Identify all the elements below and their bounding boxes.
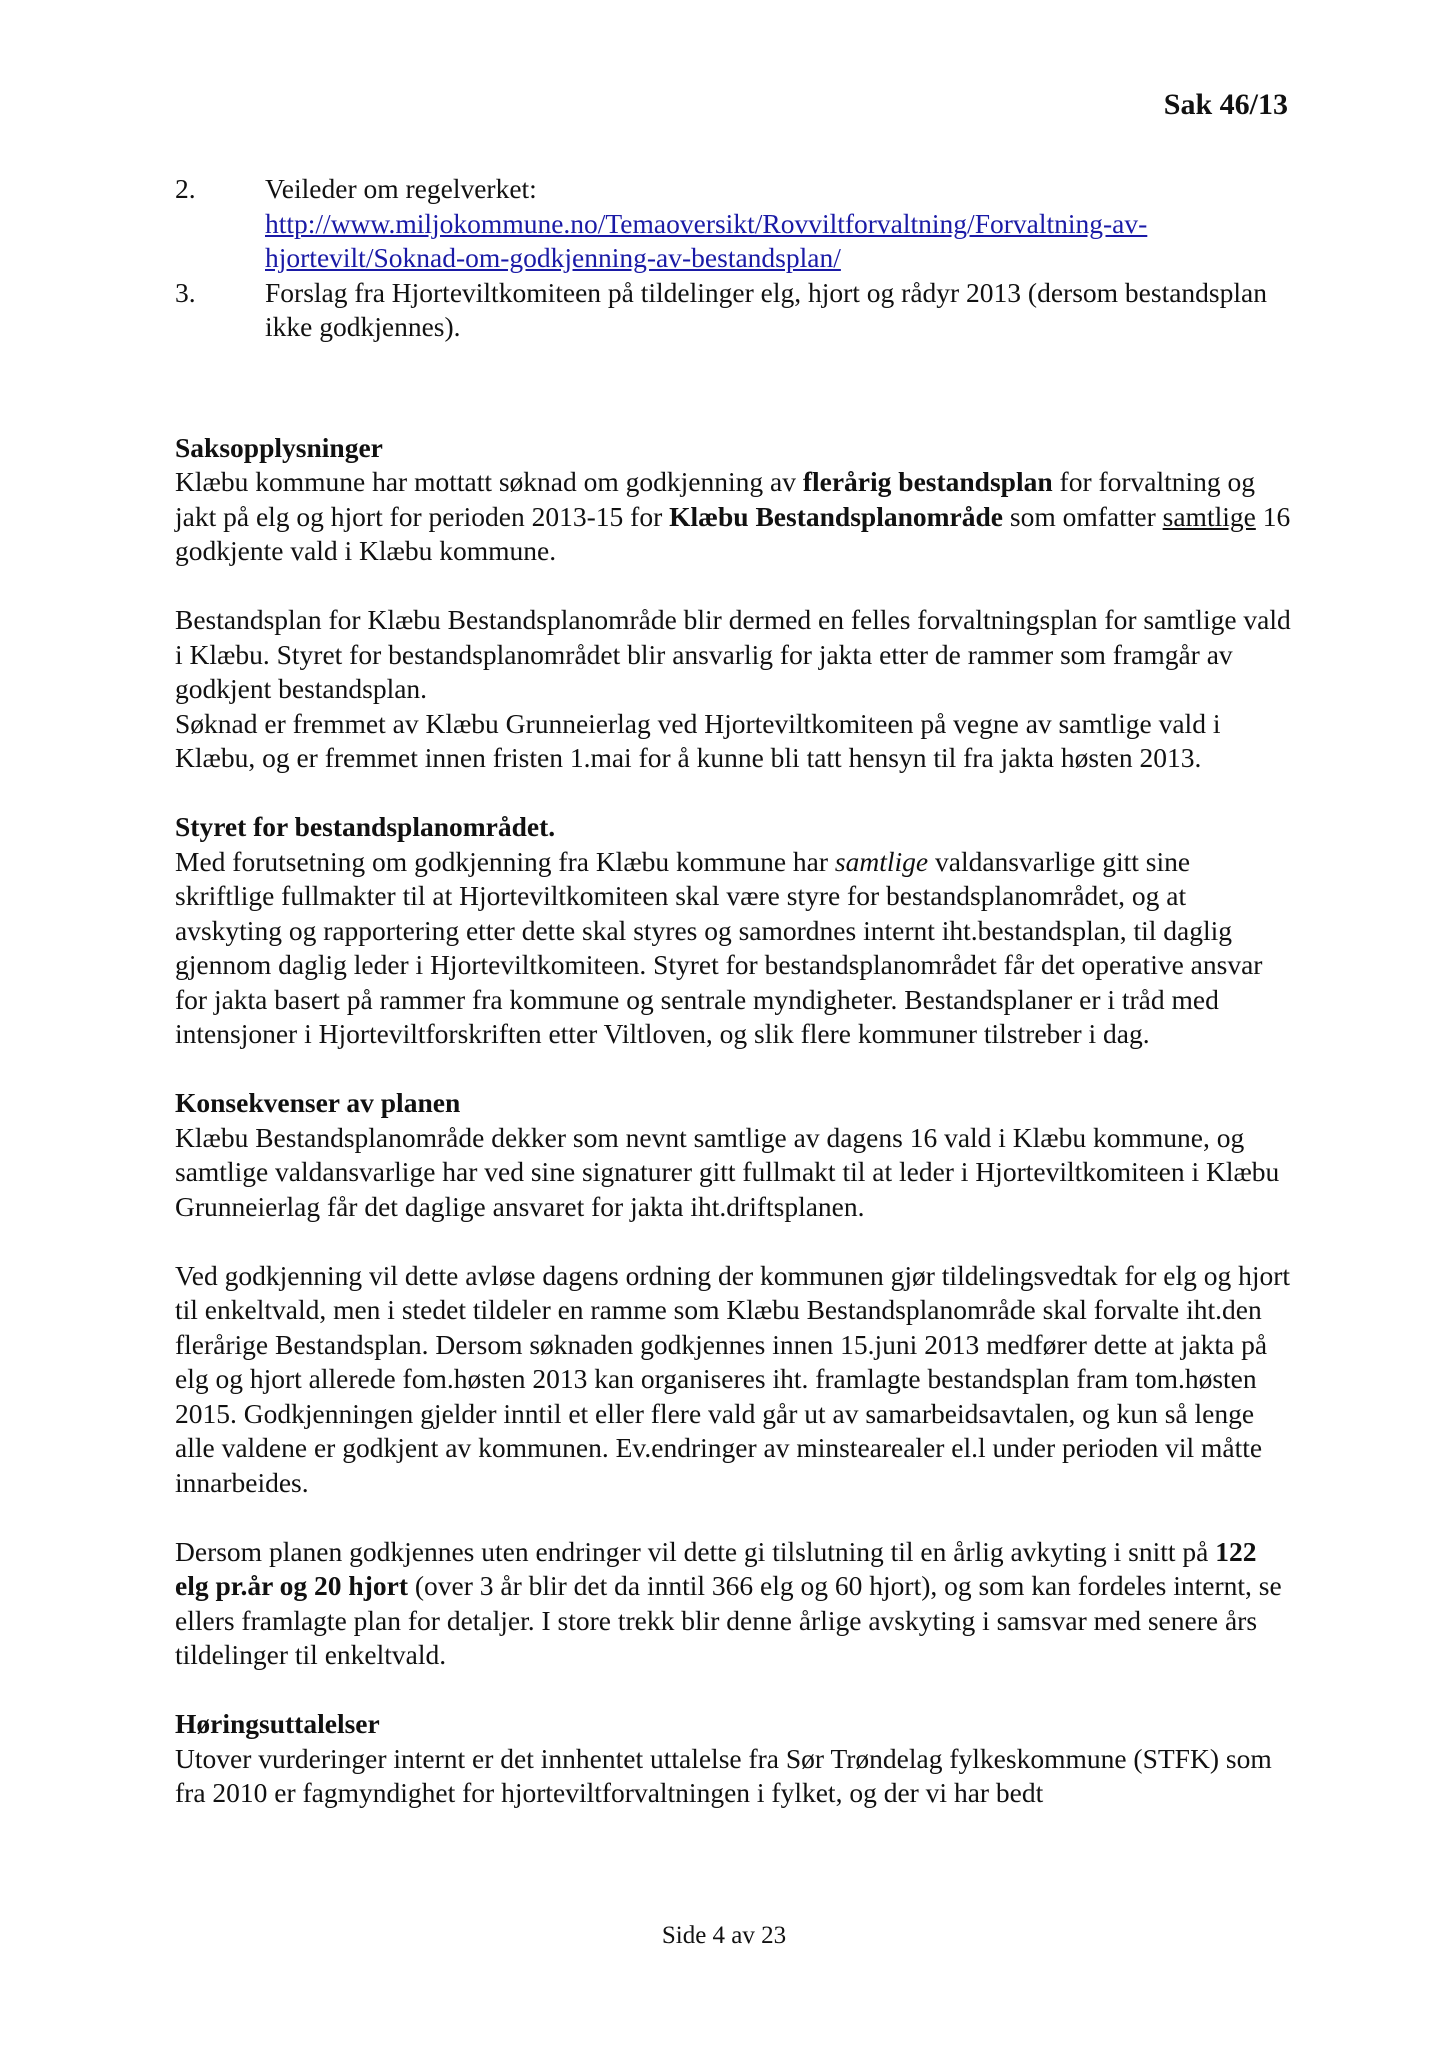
list-number: 3. [175, 276, 196, 308]
list-text: Veileder om regelverket: [265, 173, 537, 204]
section-heading: Konsekvenser av planen [175, 1087, 461, 1118]
document-body [175, 172, 1295, 1811]
section-heading: Styret for bestandsplanområdet. [175, 811, 556, 842]
paragraph: Klæbu Bestandsplanområde dekker som nevnt samtlige av dagens 16 vald i Klæbu kommune, og samtlige valdansvarlige har ved sine signaturer gitt fullmakt til at leder i Hjorteviltkomiteen i Klæbu Grunneierlag får det daglige ansvaret for jakta iht.driftsplanen. [175, 1121, 1280, 1222]
case-number: Sak 46/13 [1163, 88, 1288, 121]
list-item [175, 172, 1295, 276]
section-heading: Høringsuttalelser [175, 1708, 380, 1739]
list-item [175, 276, 1295, 345]
paragraph: Søknad er fremmet av Klæbu Grunneierlag ved Hjorteviltkomiteen på vegne av samtlige vald i Klæbu, og er fremmet innen fristen 1.mai for å kunne bli tatt hensyn til fra jakta høsten 2013. [175, 707, 1221, 773]
paragraph: Dersom planen godkjennes uten endringer vil dette gi tilslutning til en årlig avkyting i snitt på 122 elg pr.år og 20 hjort (over 3 år blir det da inntil 366 elg og 60 hjort), og som kan fordeles internt, se ellers framlagte plan for detaljer. I store trekk blir denne årlige avskyting i samsvar med senere års tildelinger til enkeltvald. [175, 1535, 1282, 1670]
paragraph: Klæbu kommune har mottatt søknad om godkjenning av flerårig bestandsplan for forvaltning og jakt på elg og hjort for perioden 2013-15 for Klæbu Bestandsplanområde som omfatter samtlige 16 godkjente vald i Klæbu kommune. [175, 466, 1291, 566]
paragraph: Ved godkjenning vil dette avløse dagens ordning der kommunen gjør tildelingsvedtak for elg og hjort til enkeltvald, men i stedet tildeler en ramme som Klæbu Bestandsplanområde skal forvalte iht.den flerårige Bestandsplan. Dersom søknaden godkjennes innen 15.juni 2013 medfører dette at jakta på elg og hjort allerede fom.høsten 2013 kan organiseres iht. framlagte bestandsplan fram tom.høsten 2015. Godkjenningen gjelder inntil et eller flere vald går ut av samarbeidsavtalen, og kun så lenge alle valdene er godkjent av kommunen. Ev.endringer av minstearealer el.l under perioden vil måtte innarbeides. [175, 1259, 1291, 1498]
list-number: 2. [175, 173, 196, 204]
guide-link[interactable]: http://www.miljokommune.no/Temaoversikt/Rovviltforvaltning/Forvaltning-av- hjortevilt/Soknad-om-godkjenning-av-bestandsplan/ [265, 207, 1148, 273]
list-text: Forslag fra Hjorteviltkomiteen på tildelinger elg, hjort og rådyr 2013 (dersom bestandsplan ikke godkjennes). [265, 276, 1267, 342]
paragraph: Med forutsetning om godkjenning fra Klæbu kommune har samtlige valdansvarlige gitt sine skriftlige fullmakter til at Hjorteviltkomiteen skal være styre for bestandsplanområdet, og at avskyting og rapportering etter dette skal styres og samordnes internt iht.bestandsplan, til daglig gjennom daglig leder i Hjorteviltkomiteen. Styret for bestandsplanområdet får det operative ansvar for jakta basert på rammer fra kommune og sentrale myndigheter. Bestandsplaner er i tråd med intensjoner i Hjorteviltforskriften etter Viltloven, og slik flere kommuner tilstreber i dag. [175, 845, 1263, 1049]
paragraph: Bestandsplan for Klæbu Bestandsplanområde blir dermed en felles forvaltningsplan for samtlige vald i Klæbu. Styret for bestandsplanområdet blir ansvarlig for jakta etter de rammer som framgår av godkjent bestandsplan. [175, 604, 1291, 704]
section-heading: Saksopplysninger [175, 431, 383, 463]
page-number: Side 4 av 23 [661, 1922, 787, 1949]
paragraph: Utover vurderinger internt er det innhentet uttalelse fra Sør Trøndelag fylkeskommune (STFK) som fra 2010 er fagmyndighet for hjorteviltforvaltningen i fylket, og der vi har bedt [175, 1742, 1272, 1808]
